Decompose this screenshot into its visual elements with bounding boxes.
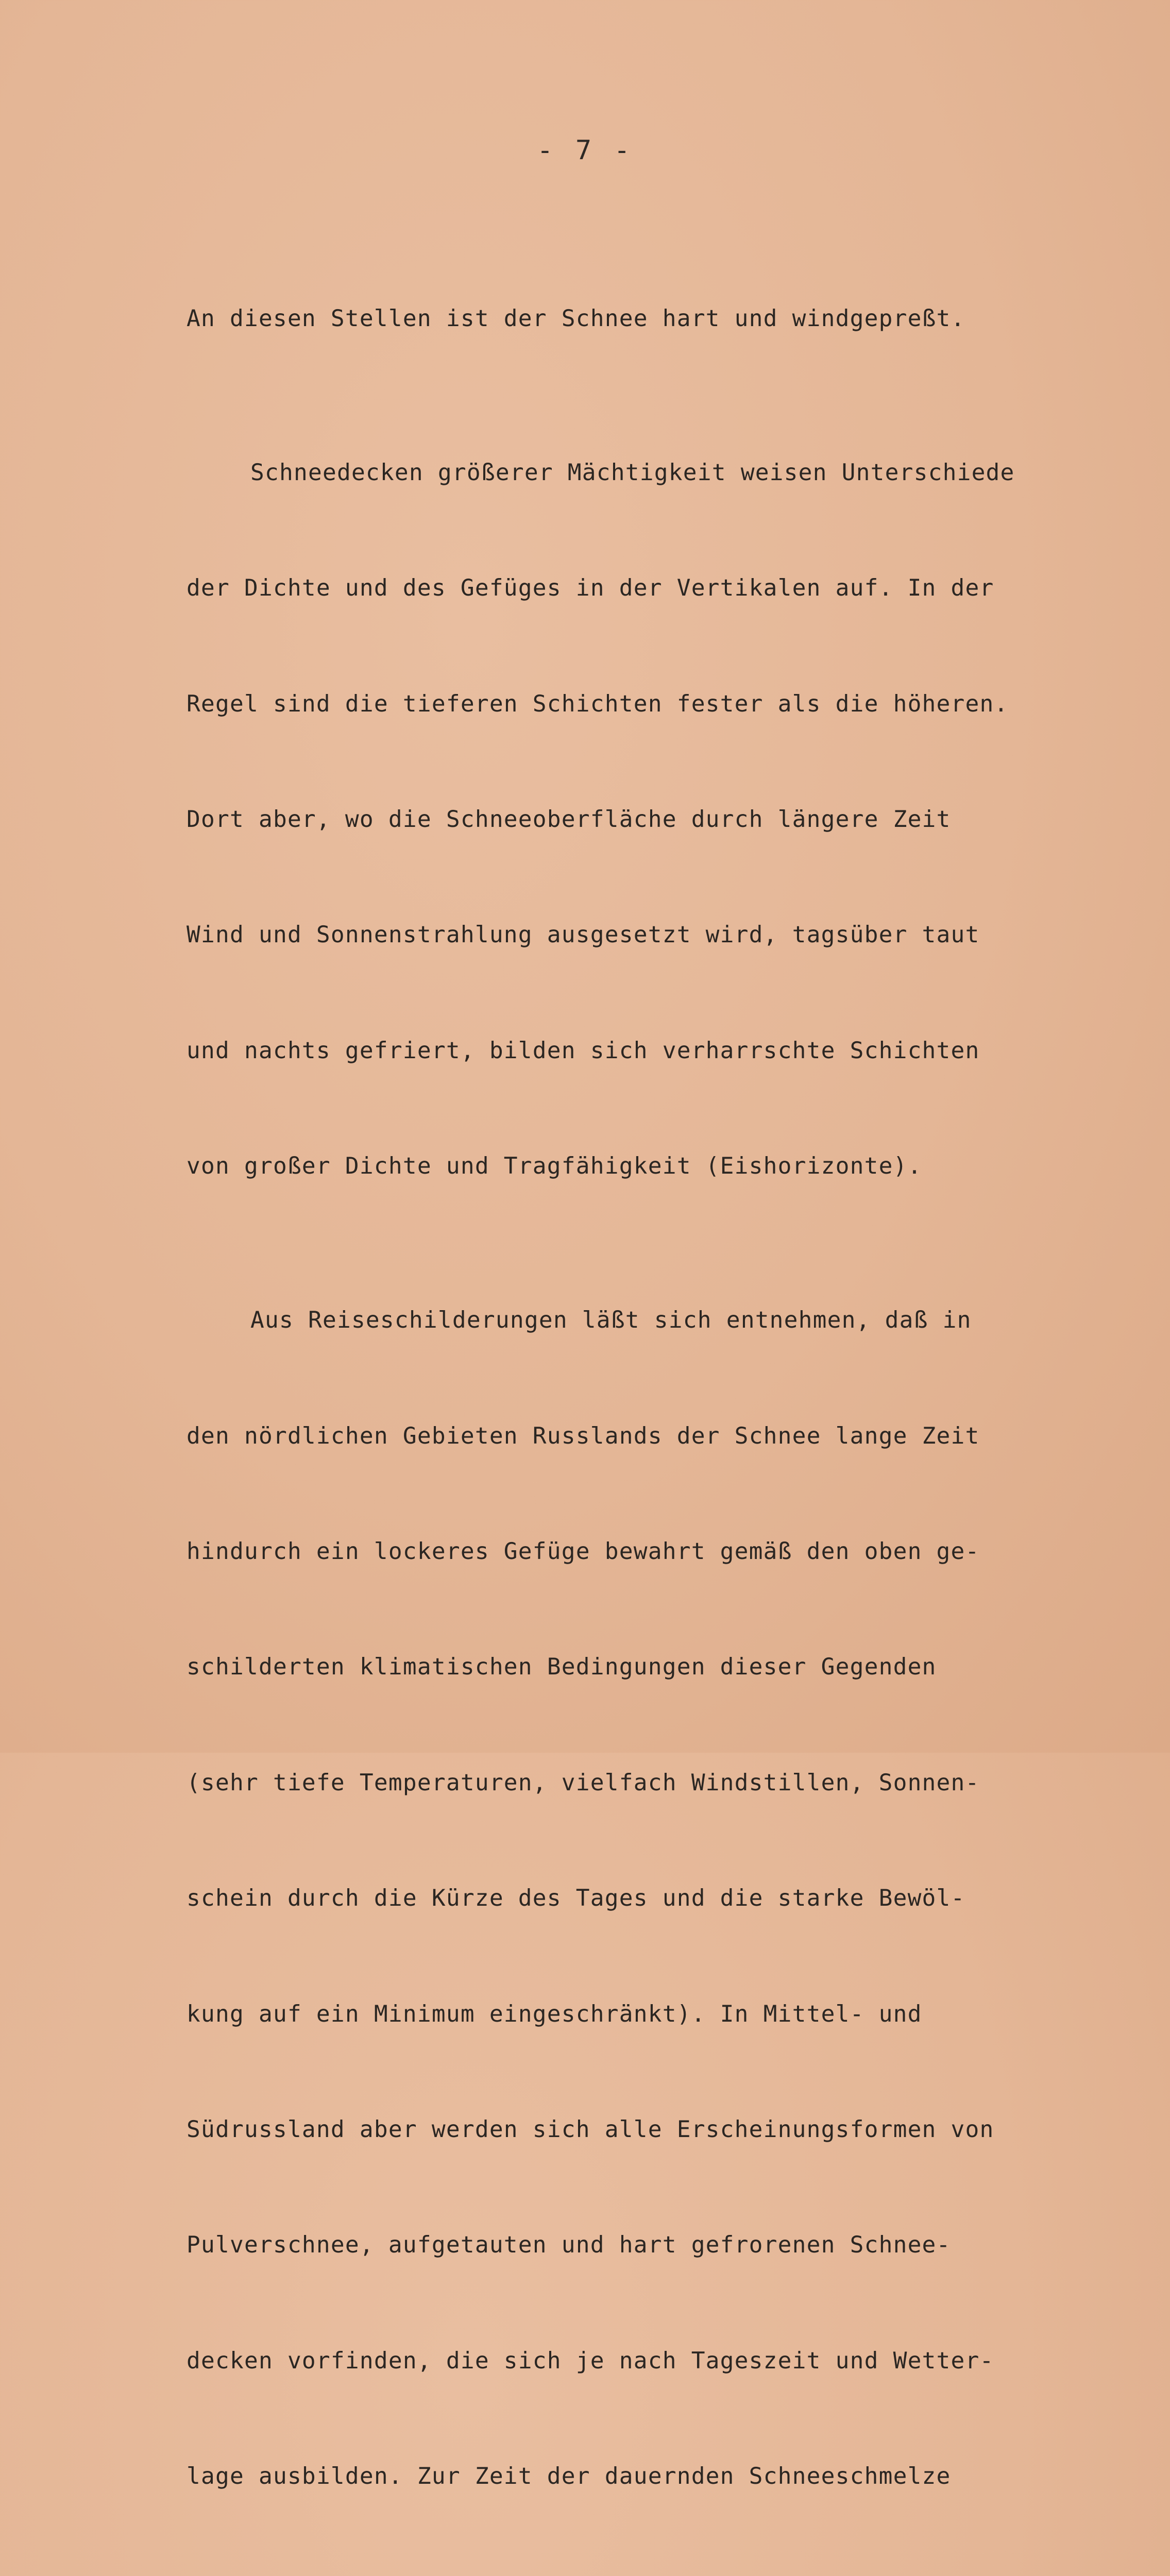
page-number: - 7 - <box>537 135 633 166</box>
text-line: der Dichte und des Gefüges in der Vertikalen auf. In der <box>186 575 994 602</box>
text-line: von großer Dichte und Tragfähigkeit (Eishorizonte). <box>186 1153 922 1180</box>
text-line: und nachts gefriert, bilden sich verharrschte Schichten <box>186 1037 980 1064</box>
text-line: (sehr tiefe Temperaturen, vielfach Windstillen, Sonnen- <box>186 1769 980 1796</box>
text-line: Dort aber, wo die Schneeoberfläche durch längere Zeit <box>186 806 951 833</box>
text-line: kung auf ein Minimum eingeschränkt). In Mittel- und <box>186 2001 922 2027</box>
text-line: decken vorfinden, die sich je nach Tageszeit und Wetter- <box>186 2347 994 2374</box>
text-line: schein durch die Kürze des Tages und die starke Bewöl- <box>186 1885 965 1912</box>
text-line: Schneedecken größerer Mächtigkeit weisen Unterschiede <box>250 459 1015 486</box>
text-line <box>186 2573 1093 2576</box>
text-line: den nördlichen Gebieten Russlands der Schnee lange Zeit <box>186 1422 980 1449</box>
text-line: An diesen Stellen ist der Schnee hart und windgepreßt. <box>186 305 965 332</box>
text-line: Wind und Sonnenstrahlung ausgesetzt wird, tagsüber taut <box>186 922 980 948</box>
text-line: Pulverschnee, aufgetauten und hart gefrorenen Schnee- <box>186 2232 951 2259</box>
text-line: lage ausbilden. Zur Zeit der dauernden Schneeschmelze <box>186 2463 951 2490</box>
text-line: Südrussland aber werden sich alle Erscheinungsformen von <box>186 2116 994 2143</box>
text-line: hindurch ein lockeres Gefüge bewahrt gemäß den oben ge- <box>186 1538 980 1565</box>
text-line: Aus Reiseschilderungen läßt sich entnehmen, daß in <box>250 1307 972 1334</box>
text-line: Regel sind die tieferen Schichten fester als die höheren. <box>186 690 1009 717</box>
document-body <box>186 223 1093 2576</box>
text-line: schilderten klimatischen Bedingungen dieser Gegenden <box>186 1654 937 1681</box>
